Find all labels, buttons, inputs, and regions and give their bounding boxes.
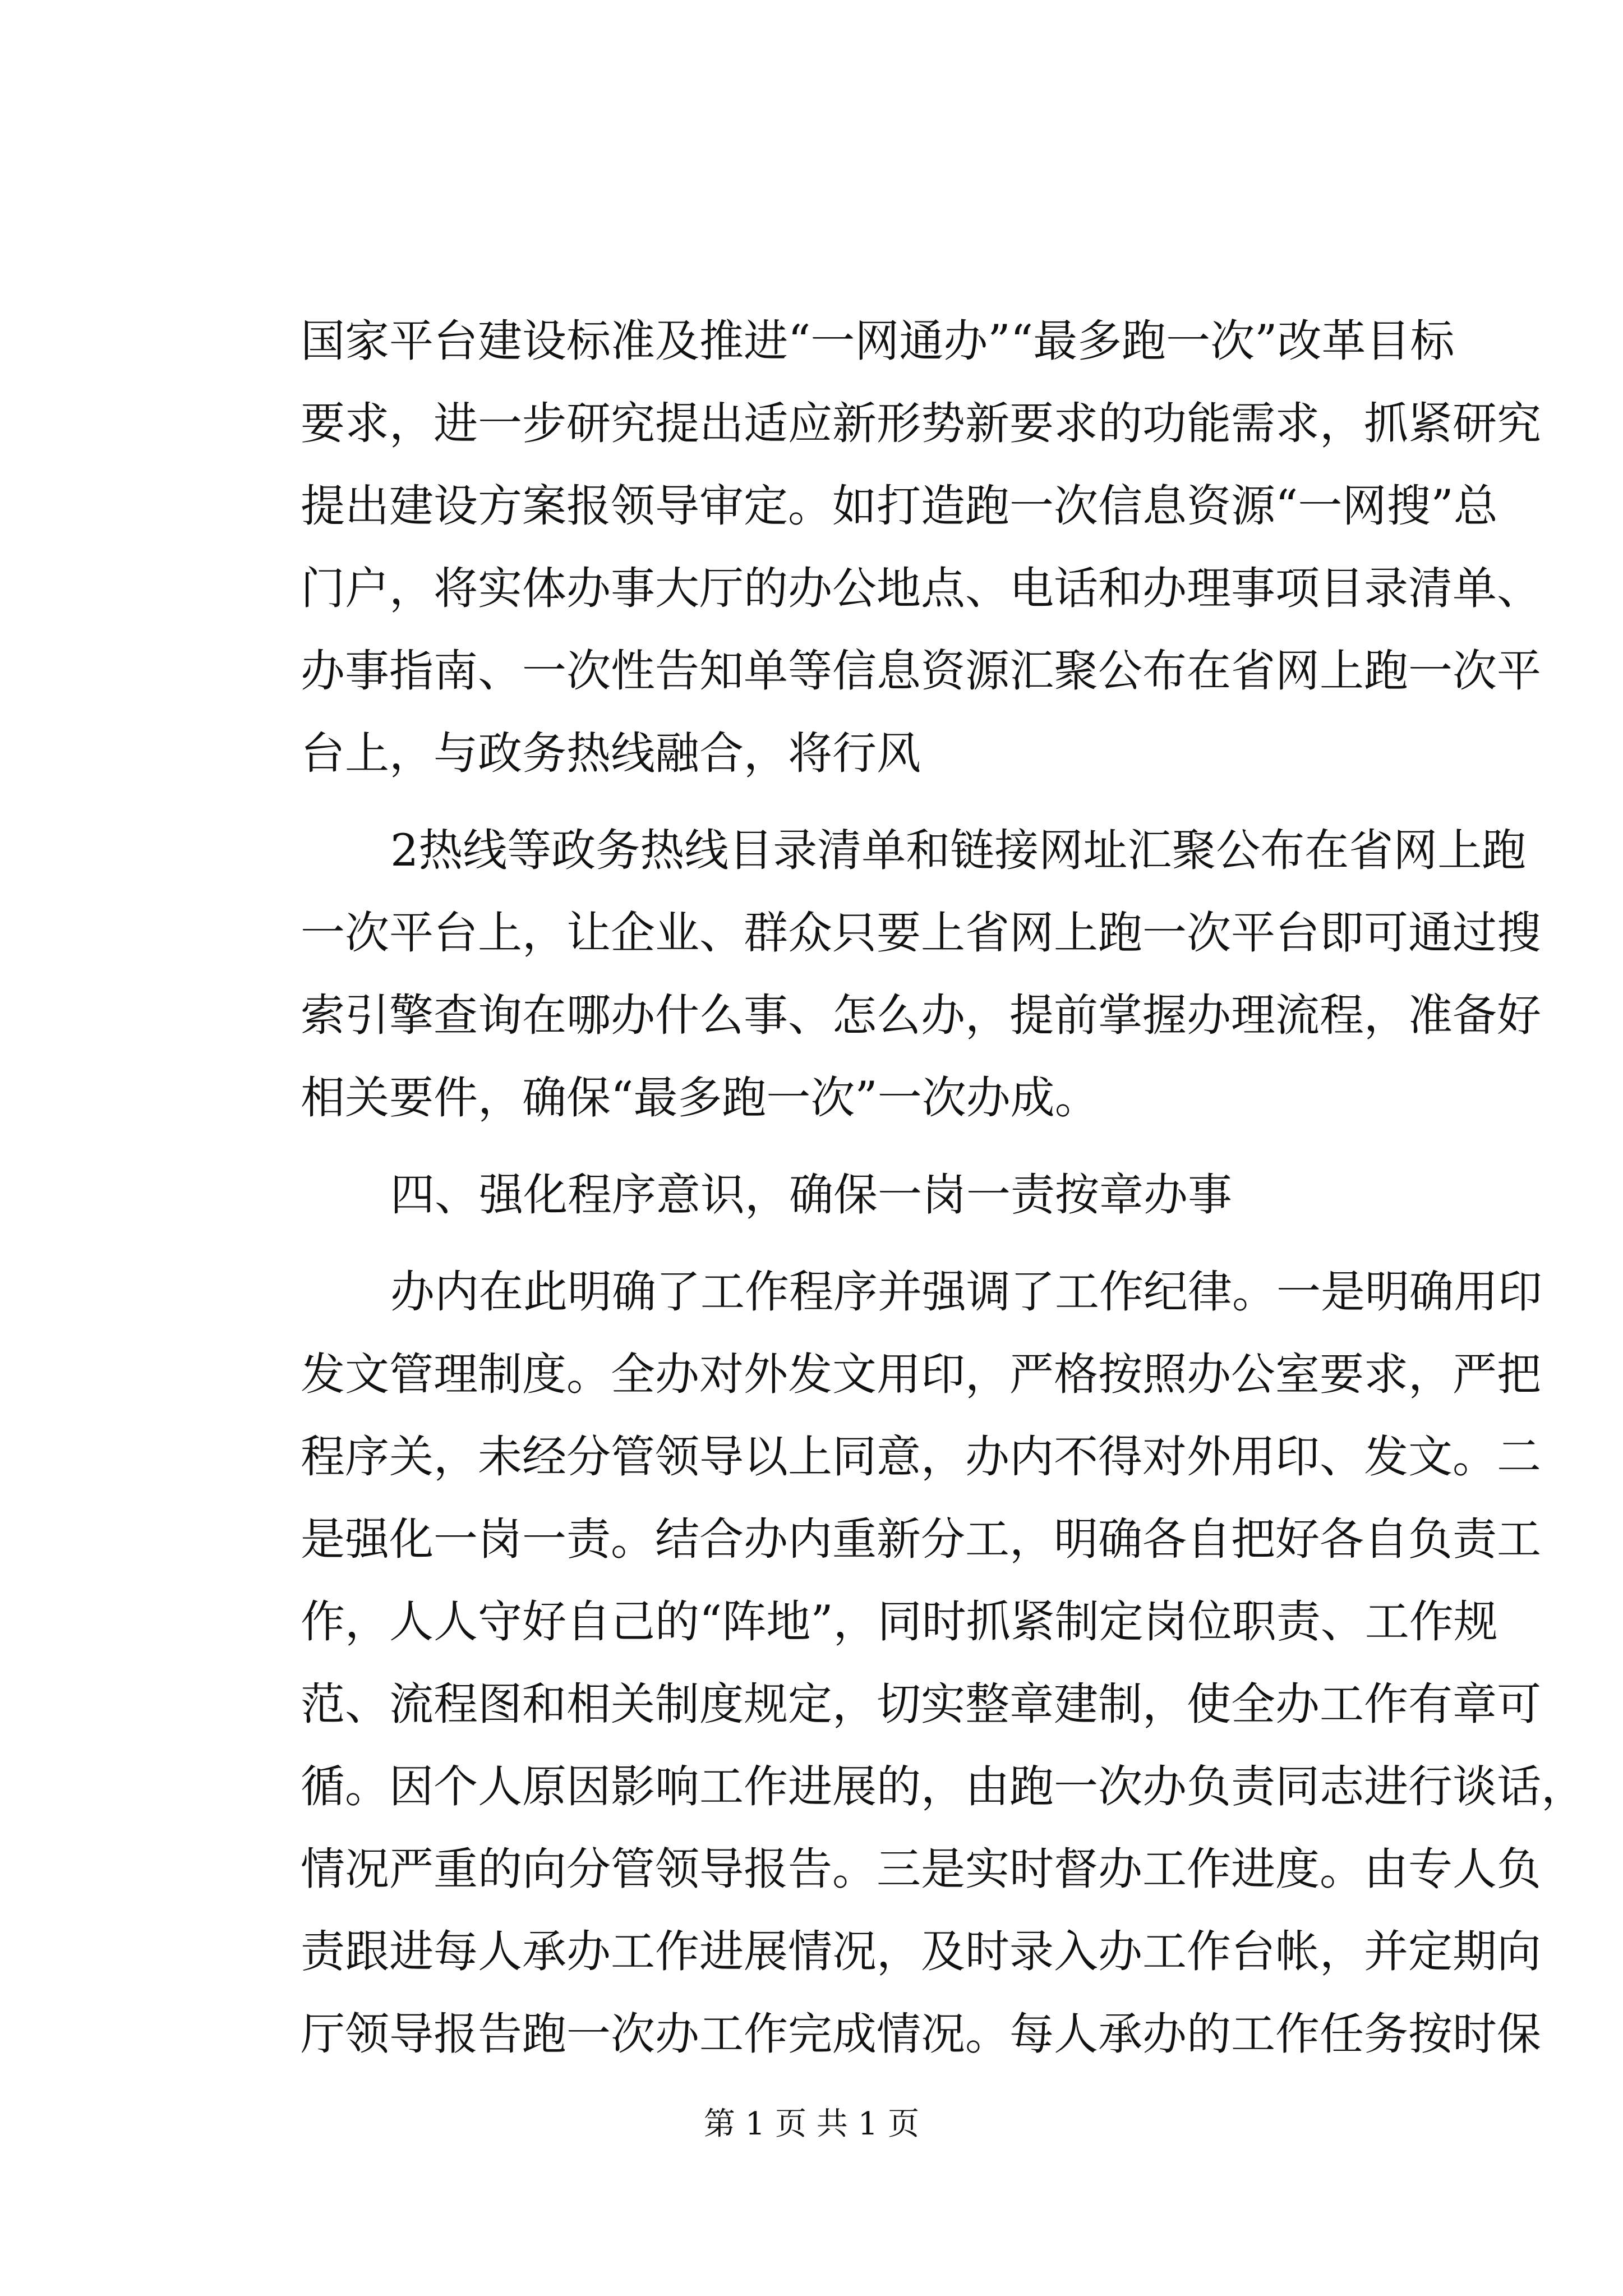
text-line: 厅领导报告跑一次办工作完成情况。每人承办的工作任务按时保 [301, 2008, 1541, 2060]
text-line: 门户，将实体办事大厅的办公地点、电话和办理事项目录清单、 [301, 563, 1541, 614]
text-line: 作，人人守好自己的“阵地”，同时抓紧制定岗位职责、工作规 [301, 1596, 1498, 1648]
paragraph-1 [301, 300, 1541, 795]
section-heading [301, 1154, 1417, 1236]
text-line: 索引擎查询在哪办什么事、怎么办，提前掌握办理流程，准备好 [301, 990, 1541, 1041]
document-body [301, 300, 1585, 2076]
text-line: 责跟进每人承办工作进展情况，及时录入办工作台帐，并定期向 [301, 1926, 1541, 1977]
paragraph-gap [301, 1139, 1417, 1154]
text-line: 是强化一岗一责。结合办内重新分工，明确各自把好各自负责工 [301, 1513, 1541, 1565]
text-line: 程序关，未经分管领导以上同意，办内不得对外用印、发文。二 [301, 1431, 1541, 1483]
text-line: 国家平台建设标准及推进“一网通办”“最多跑一次”改革目标 [301, 315, 1455, 367]
text-line: 范、流程图和相关制度规定，切实整章建制，使全办工作有章可 [301, 1678, 1541, 1730]
text-line: 办事指南、一次性告知单等信息资源汇聚公布在省网上跑一次平 [301, 645, 1541, 697]
text-line: 台上，与政务热线融合，将行风 [301, 728, 921, 779]
page-number-footer: 第 1 页 共 1 页 [703, 2106, 920, 2142]
paragraph-gap [301, 795, 1417, 809]
text-line: 提出建设方案报领导审定。如打造跑一次信息资源“一网搜”总 [301, 480, 1498, 532]
text-line: 2热线等政务热线目录清单和链接网址汇聚公布在省网上跑 [390, 825, 1527, 876]
heading-line: 四、强化程序意识，确保一岗一责按章办事 [390, 1169, 1232, 1221]
text-line: 一次平台上，让企业、群众只要上省网上跑一次平台即可通过搜 [301, 907, 1541, 959]
text-line: 循。因个人原因影响工作进展的，由跑一次办负责同志进行谈话， [301, 1761, 1585, 1812]
text-line: 发文管理制度。全办对外发文用印，严格按照办公室要求，严把 [301, 1349, 1541, 1400]
text-line: 情况严重的向分管领导报告。三是实时督办工作进度。由专人负 [301, 1843, 1541, 1895]
text-line: 办内在此明确了工作程序并强调了工作纪律。一是明确用印 [390, 1266, 1542, 1318]
paragraph-2 [301, 809, 1541, 1139]
paragraph-4 [301, 1251, 1585, 2076]
text-line: 要求，进一步研究提出适应新形势新要求的功能需求，抓紧研究 [301, 398, 1541, 449]
paragraph-gap [301, 1236, 1417, 1251]
text-line: 相关要件，确保“最多跑一次”一次办成。 [301, 1072, 1099, 1124]
